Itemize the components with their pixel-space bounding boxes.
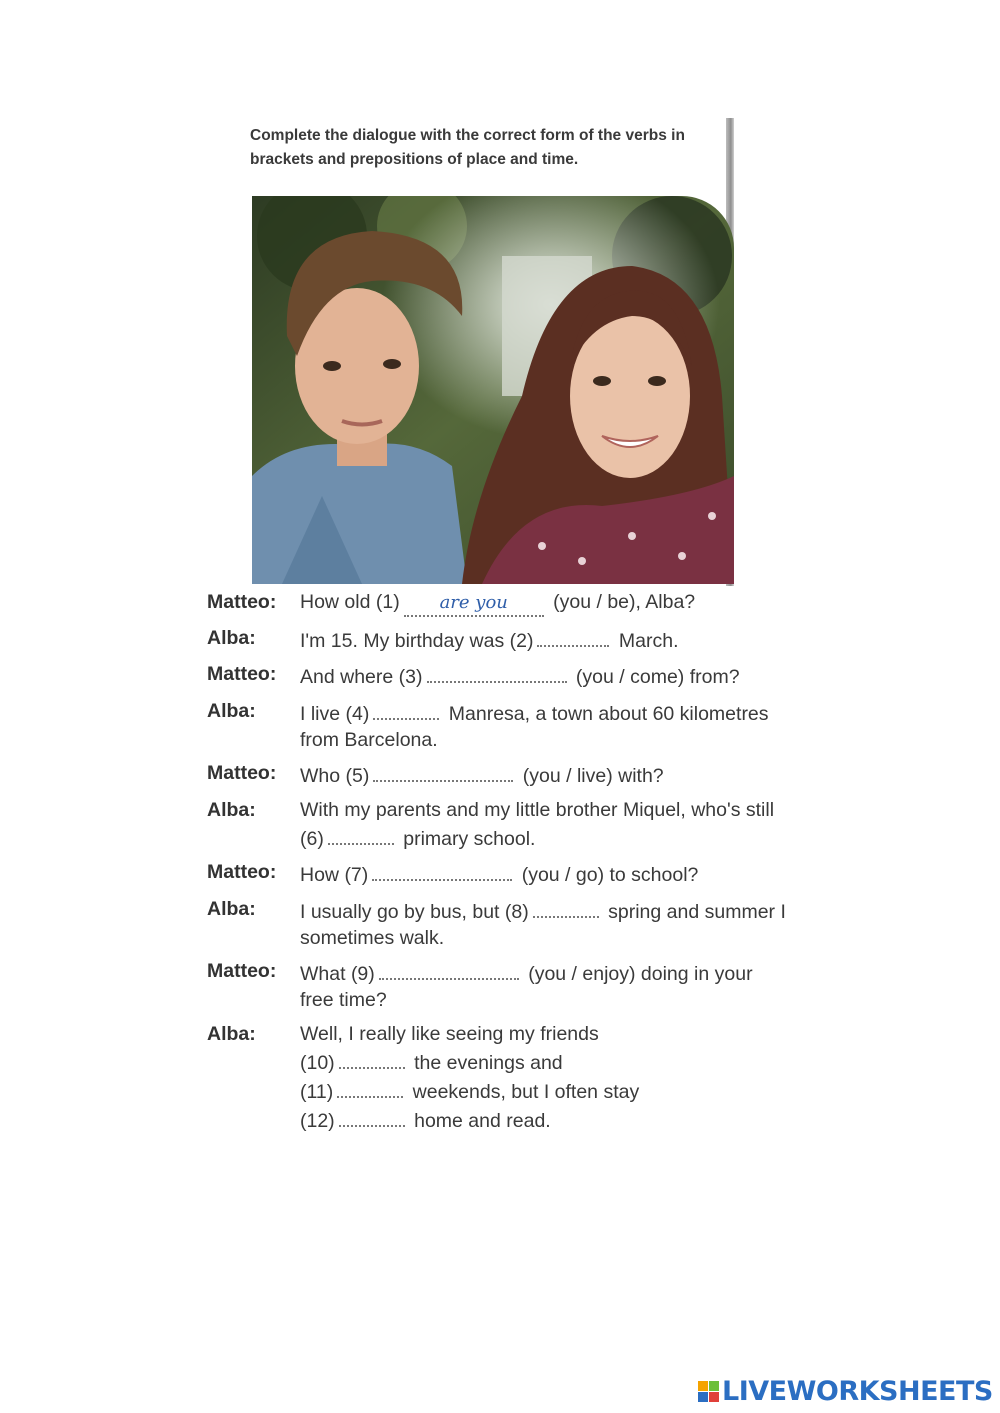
text: Who (300, 765, 346, 787)
text: spring and summer I sometimes walk. (300, 900, 786, 949)
answer-field-7[interactable] (372, 859, 512, 881)
dialogue (207, 589, 787, 1141)
answer-field-5[interactable] (373, 760, 513, 782)
photo-two-teenagers (252, 196, 734, 584)
dialogue-line-6 (207, 797, 787, 852)
question-number: (1) (375, 591, 400, 613)
dialogue-line-8 (207, 896, 787, 951)
question-number: (11) (300, 1080, 334, 1103)
dialogue-line-9 (207, 958, 787, 1013)
text: home and read. (408, 1109, 551, 1132)
answer-field-9[interactable] (379, 958, 519, 980)
text: March. (613, 629, 679, 652)
speaker-label: Alba: (207, 699, 256, 722)
speaker-label: Alba: (207, 798, 256, 821)
dialogue-line-4 (207, 698, 787, 753)
text: the evenings and (408, 1051, 563, 1074)
answer-field-4[interactable] (373, 698, 439, 720)
dialogue-line-3 (207, 661, 787, 690)
text: How (300, 864, 345, 886)
question-number: (7) (344, 864, 369, 886)
answer-field-2[interactable] (537, 625, 609, 647)
text: And where (300, 666, 399, 688)
speaker-label: Alba: (207, 626, 256, 649)
speaker-label: Matteo: (207, 762, 277, 784)
liveworksheets-logo (698, 1376, 993, 1407)
text: With my parents and my little brother Miquel, who's still (300, 798, 775, 821)
question-number: (2) (509, 629, 534, 652)
instructions: Complete the dialogue with the correct form of the verbs in brackets and prepositions of place and time. (250, 127, 685, 168)
text: How old (300, 591, 376, 613)
dialogue-line-7 (207, 859, 787, 888)
answer-field-1[interactable]: are you (404, 591, 544, 617)
question-number: (8) (504, 900, 529, 923)
answer-field-6[interactable] (328, 823, 394, 845)
answer-field-3[interactable] (427, 661, 567, 683)
question-number: (3) (398, 666, 423, 688)
text: (you / come) from? (570, 666, 740, 688)
dialogue-line-10 (207, 1021, 787, 1134)
speaker-label: Matteo: (207, 591, 277, 613)
question-number: (4) (345, 702, 370, 725)
text: weekends, but I often stay (407, 1080, 640, 1103)
question-number: (6) (300, 827, 324, 850)
dialogue-line-5 (207, 760, 787, 789)
text: (you / go) to school? (516, 864, 699, 886)
question-number: (5) (345, 765, 370, 787)
speaker-label: Matteo: (207, 663, 277, 685)
text: (you / enjoy) doing in your free time? (300, 963, 753, 1011)
text: I live (300, 702, 346, 725)
text: Manresa, a town about 60 kilometres from Barcelona. (300, 702, 769, 751)
answer-field-12[interactable] (339, 1105, 405, 1127)
speaker-label: Alba: (207, 897, 256, 920)
logo-grid-icon (698, 1381, 719, 1402)
answer-field-10[interactable] (339, 1047, 405, 1069)
text: I'm 15. My birthday was (300, 629, 510, 652)
dialogue-line-1 (207, 589, 787, 617)
speaker-label: Matteo: (207, 861, 277, 883)
dialogue-line-2 (207, 625, 787, 654)
speaker-label: Matteo: (207, 960, 277, 982)
answer-field-8[interactable] (533, 896, 599, 918)
text: I usually go by bus, but (300, 900, 505, 923)
text: (you / live) with? (517, 765, 664, 787)
text: (you / be), Alba? (547, 591, 696, 613)
logo-text: LIVEWORKSHEETS (722, 1376, 993, 1407)
text: What (300, 963, 351, 985)
question-number: (9) (350, 963, 375, 985)
answer-field-11[interactable] (337, 1076, 403, 1098)
text: primary school. (397, 827, 536, 850)
speaker-label: Alba: (207, 1022, 256, 1045)
question-number: (12) (300, 1109, 335, 1132)
question-number: (10) (300, 1051, 335, 1074)
text: Well, I really like seeing my friends (300, 1022, 599, 1045)
